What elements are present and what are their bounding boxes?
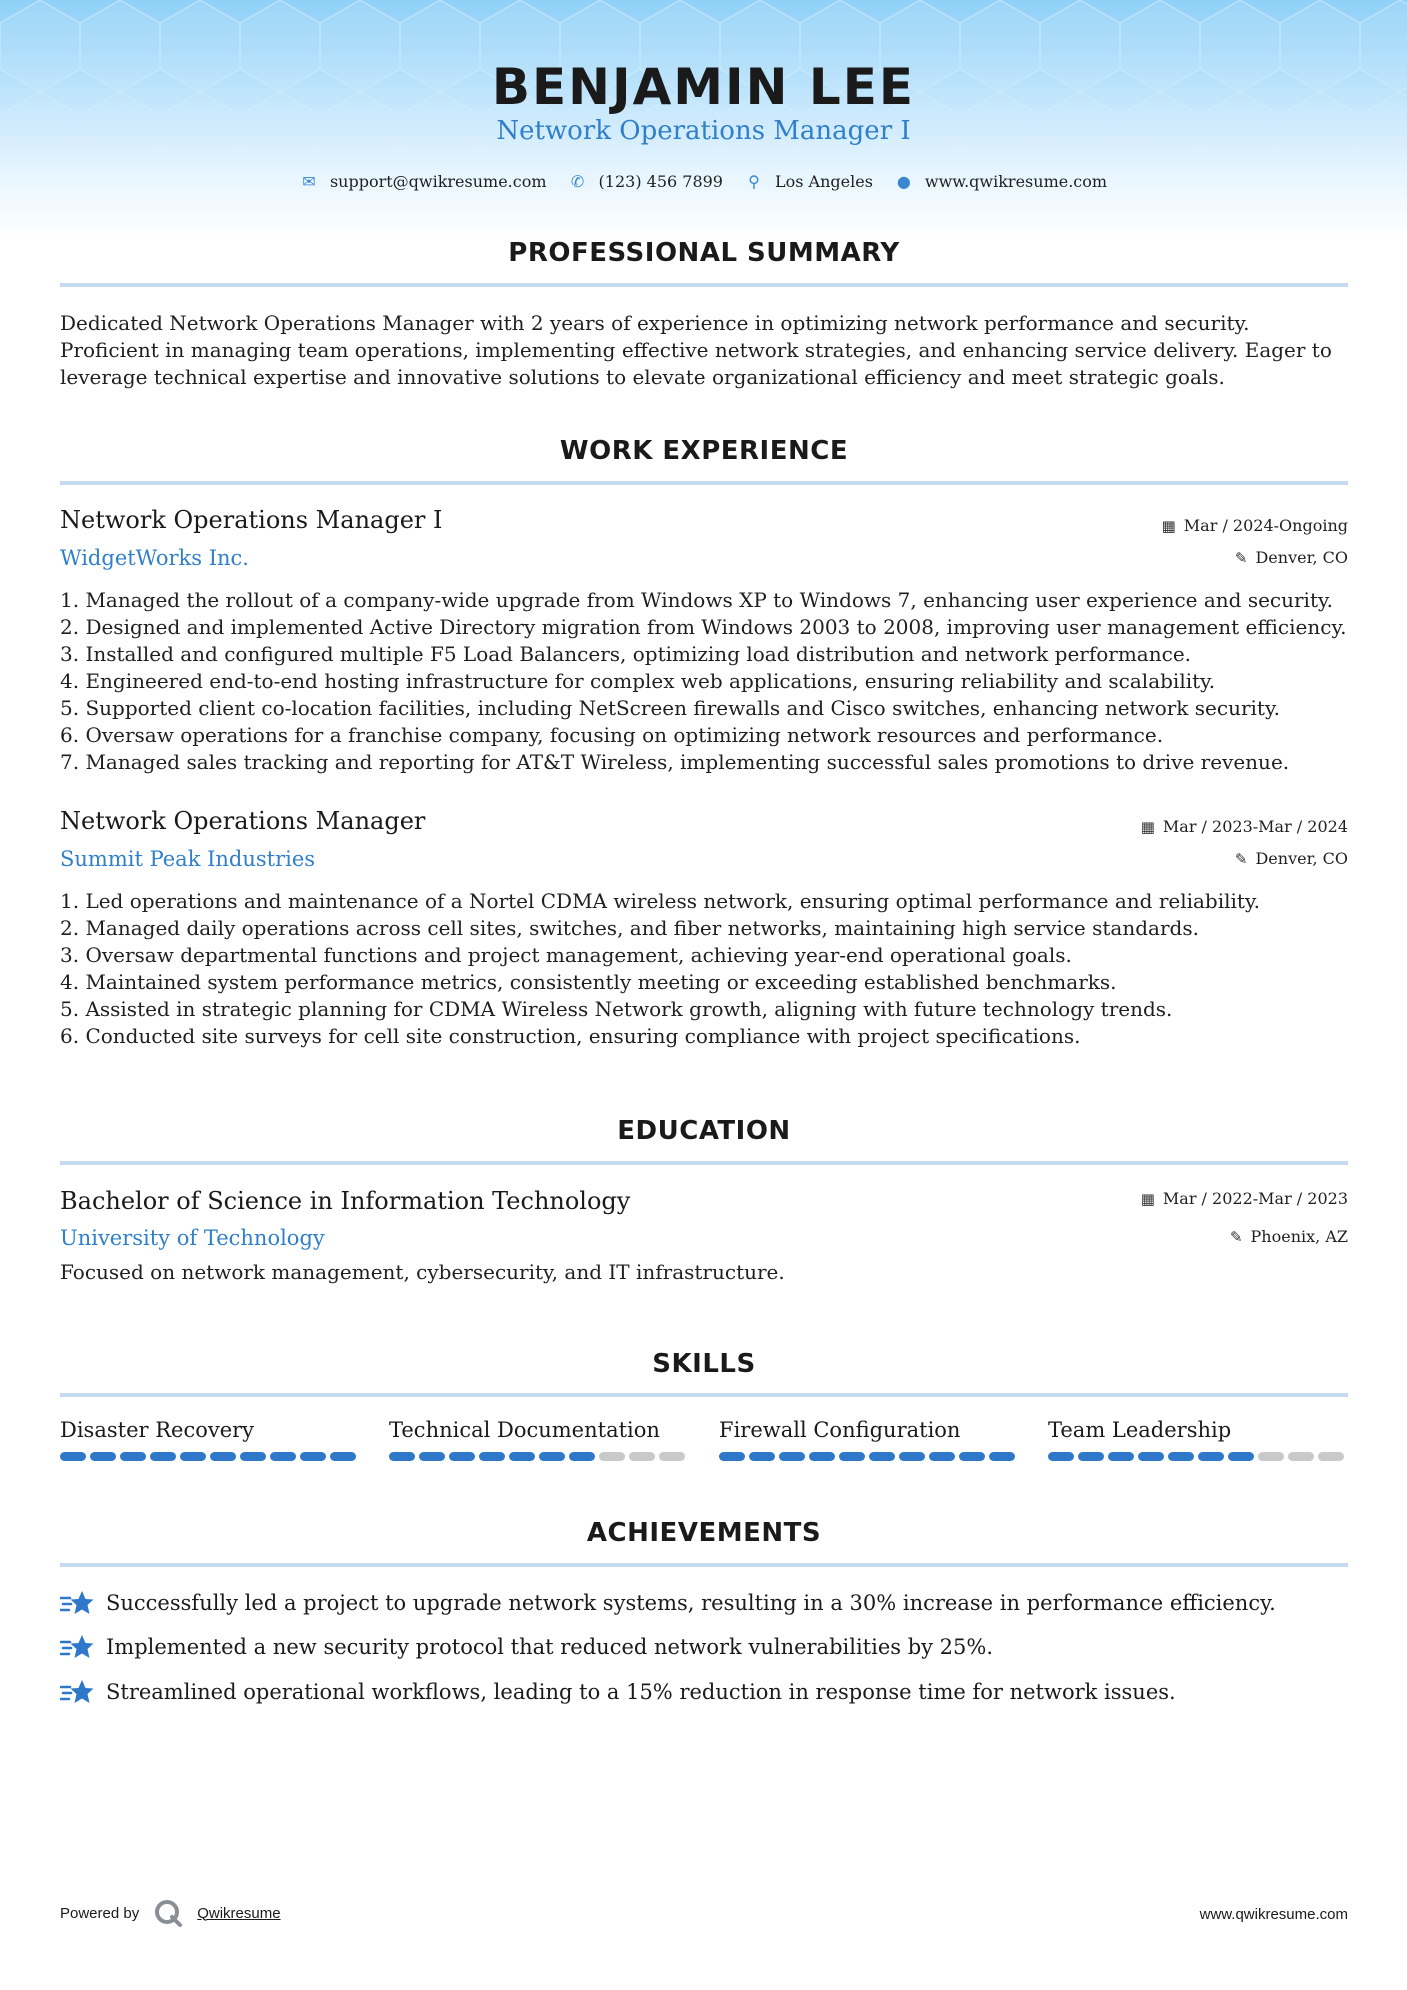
skill-segment-filled: [809, 1452, 835, 1461]
skill-label: Firewall Configuration: [719, 1418, 961, 1442]
pushpin-icon: ✎: [1229, 1227, 1243, 1246]
skill-segment-filled: [270, 1452, 296, 1461]
skill-segment-filled: [389, 1452, 415, 1461]
skill-segment-filled: [539, 1452, 565, 1461]
star-icon: [60, 1590, 94, 1616]
achievements-heading: ACHIEVEMENTS: [586, 1518, 822, 1548]
skill-bar: [1048, 1452, 1348, 1461]
skill-segment-filled: [839, 1452, 865, 1461]
contact-bar: [0, 172, 1407, 191]
calendar-icon: ▦: [1140, 817, 1155, 836]
skill-segment-filled: [419, 1452, 445, 1461]
job-location-text: Denver, CO: [1255, 548, 1348, 567]
contact-location-text: Los Angeles: [774, 172, 873, 191]
skill-segment-filled: [1048, 1452, 1074, 1461]
job-bullets: [60, 888, 1360, 1050]
job-location: [1235, 548, 1348, 567]
job-title: Network Operations Manager I: [60, 506, 443, 534]
section-divider: [60, 481, 1348, 485]
phone-icon: ✆: [570, 172, 585, 191]
skill-bar: [389, 1452, 689, 1461]
degree-title: Bachelor of Science in Information Technology: [60, 1187, 631, 1215]
list-item: 5. Supported client co-location facilities, including NetScreen firewalls and Cisco switches, enhancing network security.: [60, 696, 1280, 720]
skill-bar: [60, 1452, 360, 1461]
achievement-item: [60, 1634, 993, 1660]
skill-item: [60, 1418, 360, 1461]
skill-segment-filled: [1198, 1452, 1224, 1461]
skill-segment-filled: [449, 1452, 475, 1461]
skill-segment-filled: [1108, 1452, 1134, 1461]
skill-segment-empty: [1258, 1452, 1284, 1461]
candidate-name: BENJAMIN LEE: [491, 58, 916, 116]
section-divider: [60, 283, 1348, 287]
star-icon: [60, 1634, 94, 1660]
globe-icon: ●: [896, 172, 911, 191]
education-description: Focused on network management, cybersecurity, and IT infrastructure.: [60, 1260, 785, 1284]
skill-item: [389, 1418, 689, 1461]
contact-website-text: www.qwikresume.com: [924, 172, 1108, 191]
achievement-item: [60, 1590, 1276, 1616]
achievement-text: Successfully led a project to upgrade network systems, resulting in a 30% increase in performance efficiency.: [106, 1591, 1276, 1615]
envelope-icon: ✉: [302, 172, 316, 191]
education-dates-text: Mar / 2022-Mar / 2023: [1162, 1189, 1348, 1208]
section-divider: [60, 1563, 1348, 1567]
job-dates: [1162, 516, 1348, 535]
skill-segment-empty: [599, 1452, 625, 1461]
skill-label: Disaster Recovery: [60, 1418, 255, 1442]
skill-segment-filled: [929, 1452, 955, 1461]
pushpin-icon: ✎: [1234, 548, 1248, 567]
contact-location: [745, 172, 873, 191]
skill-segment-filled: [1168, 1452, 1194, 1461]
achievement-item: [60, 1679, 1176, 1705]
experience-heading: WORK EXPERIENCE: [559, 436, 849, 466]
list-item: 1. Led operations and maintenance of a Nortel CDMA wireless network, ensuring optimal performance and reliability.: [60, 889, 1260, 913]
education-location-text: Phoenix, AZ: [1250, 1227, 1348, 1246]
job-location: [1235, 849, 1348, 868]
skill-segment-empty: [659, 1452, 685, 1461]
skill-segment-filled: [240, 1452, 266, 1461]
skill-segment-filled: [210, 1452, 236, 1461]
qwikresume-logo-icon: [153, 1898, 183, 1928]
education-dates: [1141, 1189, 1348, 1208]
skill-segment-filled: [90, 1452, 116, 1461]
achievement-text: Streamlined operational workflows, leading to a 15% reduction in response time for network issues.: [106, 1680, 1176, 1704]
skill-segment-filled: [120, 1452, 146, 1461]
company-name: WidgetWorks Inc.: [60, 546, 249, 570]
skill-segment-filled: [1138, 1452, 1164, 1461]
school-name: University of Technology: [60, 1226, 325, 1250]
list-item: 2. Managed daily operations across cell sites, switches, and fiber networks, maintaining high service standards.: [60, 916, 1199, 940]
skill-label: Technical Documentation: [389, 1418, 660, 1442]
summary-heading: PROFESSIONAL SUMMARY: [508, 238, 900, 268]
skill-segment-filled: [749, 1452, 775, 1461]
job-title: Network Operations Manager: [60, 807, 426, 835]
skill-segment-filled: [899, 1452, 925, 1461]
summary-text: Dedicated Network Operations Manager with 2 years of experience in optimizing network performance and security. Proficient in managing team operations, implementing effective network strategies, and enhancing service delivery. Eager to leverage technical expertise and innovative solutions to elevate organizational efficiency and meet strategic goals.: [60, 311, 1332, 389]
candidate-role: Network Operations Manager I: [496, 116, 911, 146]
skill-segment-filled: [330, 1452, 356, 1461]
skill-segment-filled: [509, 1452, 535, 1461]
skill-segment-filled: [959, 1452, 985, 1461]
star-icon: [60, 1679, 94, 1705]
skill-label: Team Leadership: [1048, 1418, 1232, 1442]
list-item: 4. Engineered end-to-end hosting infrastructure for complex web applications, ensuring reliability and scalability.: [60, 669, 1216, 693]
skill-segment-filled: [180, 1452, 206, 1461]
job-bullets: [60, 587, 1360, 776]
skill-segment-filled: [779, 1452, 805, 1461]
skill-segment-filled: [869, 1452, 895, 1461]
company-name: Summit Peak Industries: [60, 847, 316, 871]
education-heading: EDUCATION: [617, 1116, 791, 1146]
skill-segment-empty: [1288, 1452, 1314, 1461]
skill-segment-filled: [479, 1452, 505, 1461]
contact-phone[interactable]: [569, 172, 723, 191]
skill-item: [1048, 1418, 1348, 1461]
job-dates: [1141, 817, 1348, 836]
education-location: [1230, 1227, 1348, 1246]
skill-segment-empty: [1318, 1452, 1344, 1461]
skill-segment-filled: [1228, 1452, 1254, 1461]
location-pin-icon: ⚲: [748, 172, 760, 191]
pushpin-icon: ✎: [1234, 849, 1248, 868]
skill-item: [719, 1418, 1019, 1461]
contact-email[interactable]: [300, 172, 547, 191]
job-dates-text: Mar / 2023-Mar / 2024: [1162, 817, 1348, 836]
achievement-text: Implemented a new security protocol that reduced network vulnerabilities by 25%.: [106, 1635, 994, 1659]
skill-segment-filled: [300, 1452, 326, 1461]
calendar-icon: ▦: [1161, 516, 1176, 535]
contact-website[interactable]: [895, 172, 1107, 191]
list-item: 3. Installed and configured multiple F5 Load Balancers, optimizing load distribution and network performance.: [60, 642, 1192, 666]
contact-phone-text: (123) 456 7899: [598, 172, 723, 191]
job-location-text: Denver, CO: [1255, 849, 1348, 868]
skill-segment-filled: [1078, 1452, 1104, 1461]
list-item: 1. Managed the rollout of a company-wide upgrade from Windows XP to Windows 7, enhancing user experience and security.: [60, 588, 1333, 612]
footer-website[interactable]: www.qwikresume.com: [1199, 1906, 1348, 1923]
skill-bar: [719, 1452, 1019, 1461]
list-item: 7. Managed sales tracking and reporting for AT&T Wireless, implementing successful sales promotions to drive revenue.: [60, 750, 1290, 774]
list-item: 5. Assisted in strategic planning for CDMA Wireless Network growth, aligning with future technology trends.: [60, 997, 1173, 1021]
job-dates-text: Mar / 2024-Ongoing: [1183, 516, 1348, 535]
list-item: 2. Designed and implemented Active Directory migration from Windows 2003 to 2008, improving user management efficiency.: [60, 615, 1347, 639]
section-divider: [60, 1393, 1348, 1397]
skills-heading: SKILLS: [652, 1349, 756, 1379]
section-divider: [60, 1161, 1348, 1165]
skill-segment-filled: [989, 1452, 1015, 1461]
list-item: 4. Maintained system performance metrics, consistently meeting or exceeding established benchmarks.: [60, 970, 1117, 994]
calendar-icon: ▦: [1140, 1189, 1155, 1208]
qwikresume-link[interactable]: Qwikresume: [197, 1904, 281, 1922]
footer-powered-by: [60, 1898, 281, 1928]
skill-segment-filled: [569, 1452, 595, 1461]
powered-by-label: Powered by: [60, 1904, 140, 1922]
skill-segment-filled: [150, 1452, 176, 1461]
list-item: 6. Oversaw operations for a franchise company, focusing on optimizing network resources and performance.: [60, 723, 1164, 747]
skill-segment-filled: [60, 1452, 86, 1461]
contact-email-text: support@qwikresume.com: [329, 172, 547, 191]
skill-segment-empty: [629, 1452, 655, 1461]
list-item: 3. Oversaw departmental functions and project management, achieving year-end operational goals.: [60, 943, 1072, 967]
skill-segment-filled: [719, 1452, 745, 1461]
list-item: 6. Conducted site surveys for cell site construction, ensuring compliance with project specifications.: [60, 1024, 1081, 1048]
